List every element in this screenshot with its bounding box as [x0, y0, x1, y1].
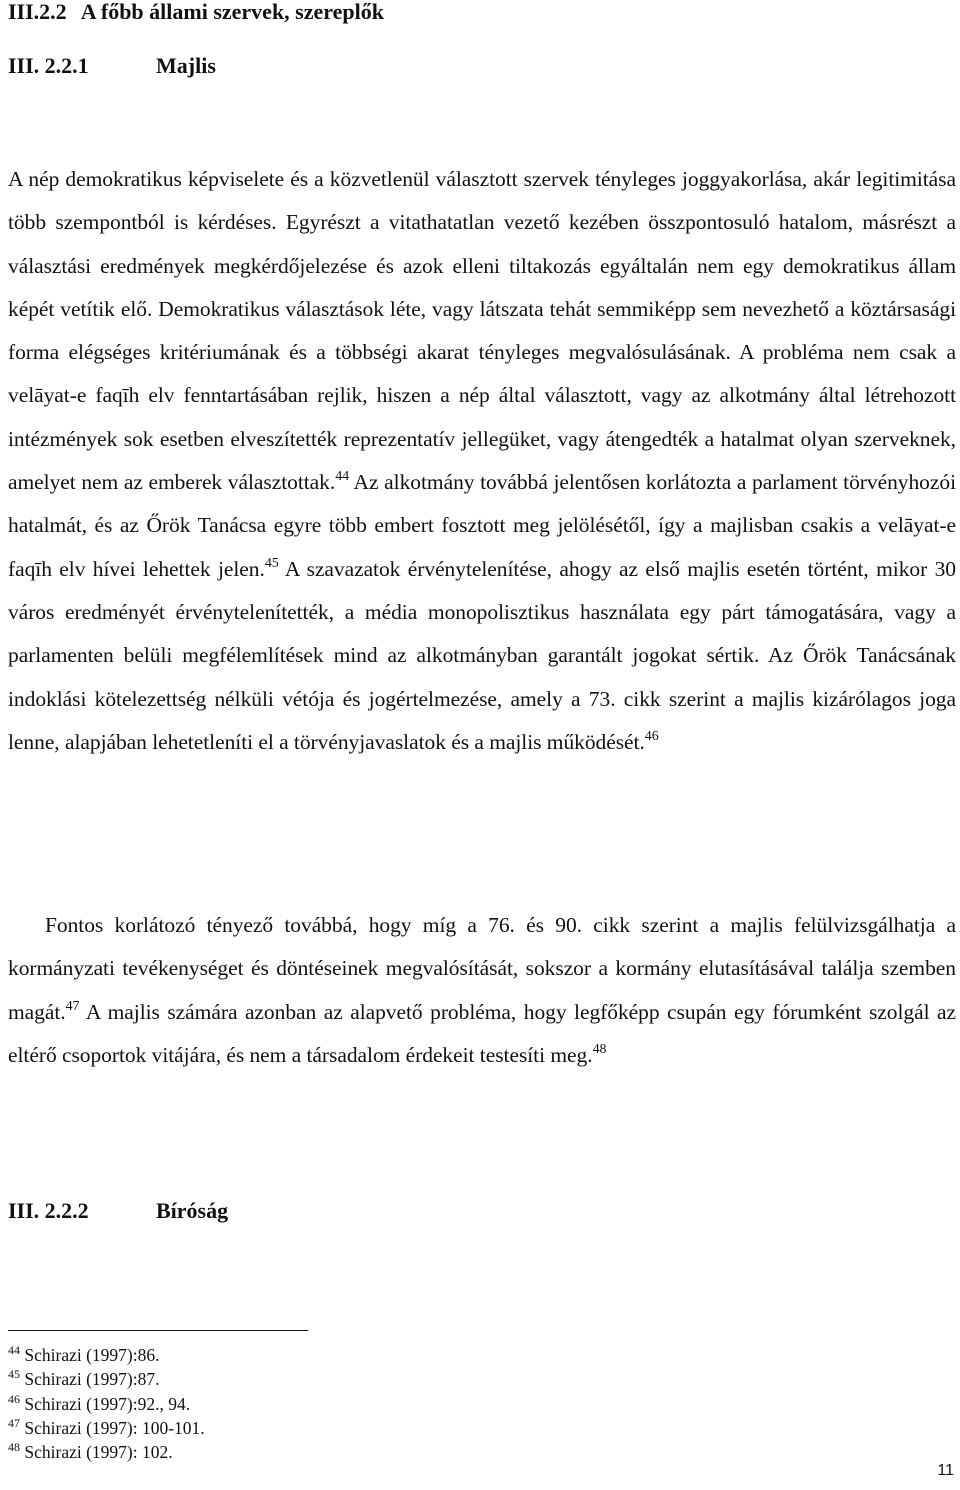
paragraph-text: A nép demokratikus képviselete és a közvetlenül választott szervek tényleges joggyakorlása, akár legitimitása több szempontból is kérdéses. Egyrészt a vitathatatlan vezető kezében összpontosuló hatalom, másrészt a választási eredmények megkérdőjelezése és azok elleni tiltakozás egyáltalán nem egy demokratikus állam képét vetítik elő. Demokratikus választások léte, vagy látszata tehát semmiképp sem nevezhető a köztársasági forma elégséges kritériumának és a többségi akarat tényleges megvalósulásának. A probléma nem csak a velāyat-e faqīh elv fenntartásában rejlik, hiszen a nép által választott, vagy az alkotmány által létrehozott intézmények sok esetben elveszítették reprezentatív jellegüket, vagy átengedték a hatalmat olyan szerveknek, amelyet nem az emberek választottak. [8, 167, 956, 495]
footnote-ref: 44 [335, 469, 350, 485]
footnote-list [8, 1343, 205, 1464]
footnote [8, 1440, 205, 1464]
footnote-text: Schirazi (1997):87. [24, 1369, 160, 1390]
footnote [8, 1367, 205, 1391]
footnote-ref: 47 [65, 998, 80, 1014]
paragraph-text: A majlis számára azonban az alapvető probléma, hogy legfőképp csupán egy fórumként szolgál az eltérő csoportok vitájára, és nem a társadalom érdekeit testesíti meg. [8, 999, 956, 1067]
footnote-number: 48 [8, 1440, 20, 1455]
footnote-text: Schirazi (1997):92., 94. [24, 1393, 191, 1414]
footnote [8, 1343, 205, 1367]
subsection-title: Majlis [156, 53, 216, 78]
footnote-text: Schirazi (1997): 102. [24, 1442, 173, 1463]
subsection-number: III. 2.2.1 [8, 53, 89, 78]
footnote [8, 1416, 205, 1440]
footnote-ref: 45 [264, 555, 279, 571]
footnote-number: 47 [8, 1415, 20, 1430]
paragraph-text: Az alkotmány továbbá jelentősen korlátozta a parlament törvényhozói hatalmát, és az Őrök Tanácsa egyre több embert fosztott meg jelölésétől, így a majlisban csakis a velāyat-e faqīh elv hívei lehettek jelen. [8, 470, 956, 581]
subsection-heading-majlis [8, 53, 216, 79]
subsection-heading-birosag [8, 1198, 228, 1224]
section-title: A főbb állami szervek, szereplők [80, 0, 384, 24]
page-number: 11 [937, 1462, 954, 1479]
paragraph-majlis-1 [8, 158, 956, 764]
footnote-number: 44 [8, 1343, 20, 1357]
footnote-text: Schirazi (1997):86. [24, 1345, 160, 1365]
paragraph-majlis-2 [8, 904, 956, 1077]
footnote-ref: 46 [644, 728, 659, 744]
section-number: III.2.2 [8, 0, 67, 24]
footnote-separator [8, 1330, 308, 1331]
footnote-ref: 48 [592, 1041, 607, 1057]
section-heading [8, 0, 384, 25]
footnote-text: Schirazi (1997): 100-101. [24, 1417, 205, 1438]
subsection-number: III. 2.2.2 [8, 1198, 89, 1223]
footnote-number: 45 [8, 1367, 20, 1382]
footnote-number: 46 [8, 1391, 20, 1406]
footnote [8, 1392, 205, 1416]
paragraph-text: A szavazatok érvénytelenítése, ahogy az első majlis esetén történt, mikor 30 város eredményét érvénytelenítették, a média monopolisztikus használata egy párt támogatására, vagy a parlamenten belüli megfélemlítések mind az alkotmányban garantált jogokat sértik. Az Őrök Tanácsának indoklási kötelezettség nélküli vétója és jogértelmezése, amely a 73. cikk szerint a majlis kizárólagos joga lenne, alapjában lehetetleníti el a törvényjavaslatok és a majlis működését. [8, 556, 956, 754]
paragraph-text: Fontos korlátozó tényező továbbá, hogy míg a 76. és 90. cikk szerint a majlis felülvizsgálhatja a kormányzati tevékenységet és döntéseinek megvalósítását, sokszor a kormány elutasításával találja szemben magát. [8, 913, 956, 1024]
subsection-title: Bíróság [156, 1198, 229, 1223]
